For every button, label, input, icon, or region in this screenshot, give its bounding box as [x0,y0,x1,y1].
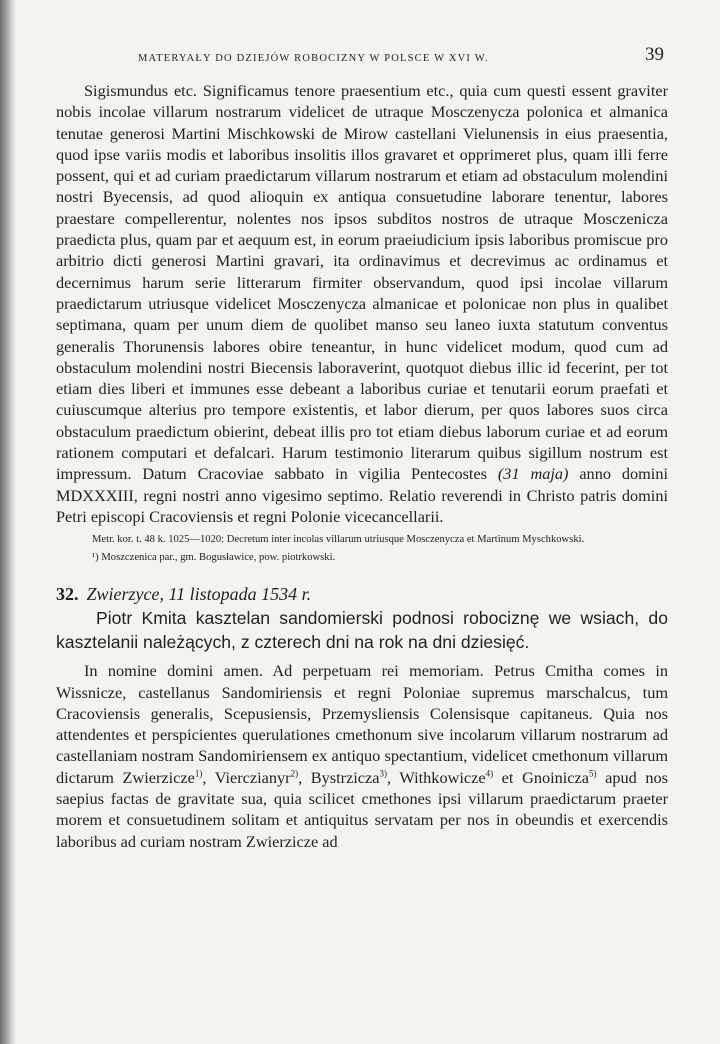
date-note: (31 maja) [497,464,569,484]
document-number: 32. [56,584,79,605]
document-31-body [56,80,668,527]
page-number: 39 [645,44,664,65]
running-head: MATERYAŁY DO DZIEJÓW ROBOCIZNY W POLSCE W XVI W. [138,53,489,64]
page-header [56,40,668,80]
document-place-date: Zwierzyce, 11 listopada 1534 r. [86,584,312,605]
footnote-ref: 3) [379,768,387,779]
document-32-text-b: apud nos saepius factas de gravitate sua, quia scilicet cmethones ipsi villarum praedictarum praeter morem et consuetudinem solitam et antiquitus servatam per nos in obeundis et exercendis laboribus ad curiam nostram Zwierzicze ad [56,767,668,851]
footnote-ref: 4) [485,768,494,779]
document-32-body: In nomine domini amen. Ad perpetuam rei memoriam. Petrus Cmitha comes in Wissnicze, castellanus Sandomiriensis et regni Poloniae supremus marschalcus, tum Cracoviensis generalis, Scepusiensis, Przemysliensis Colensisque capitaneus. Quia nos attendentes et perspicientes querulationes cmethonum sive incolarum villarum nostrarum ad castellaniam nostram Sandomiriensem ex antiquo spectantium, videlicet cmethonum villarum dictarum Zwierzicze$^{1)}$, Vierczianyr$^{2)}$, Bystrzicza$^{3)}$, Withkowicze$^{4)}$ et Gnoinicza$^{5)}$ apud nos saepius factas de gravitate sua, quia scilicet cmethones ipsi villarum praedictarum praeter morem et consuetudinem solitam et antiquitus servatam per nos in obeundis et exercendis laboribus ad curiam nostram Zwierzicze ad [56,661,668,851]
village-name: Withkowicze [399,767,486,787]
document-summary: Piotr Kmita kasztelan sandomierski podnosi robociznę we wsiach, do kasztelanii należących, z czterech dni na rok na dni dziesięć. [56,608,668,652]
document-32 [56,660,668,852]
scanned-page [56,40,668,852]
document-31 [56,80,668,527]
footnote-ref: 2) [290,768,299,779]
village-name: Vierczianyr [214,767,291,787]
document-32-heading [56,583,668,605]
document-31-text-end: anno domini MDXXXIII, regni nostri anno vigesimo septimo. Relatio reverendi in Christo patris domini Petri episcopi Cracoviensis et regni Polonie vicecancellarii. [56,464,668,526]
footnote-ref: 1) [194,768,203,779]
footnote-marker: ¹) [92,552,99,564]
document-31-text: Sigismundus etc. Significamus tenore praesentium etc., quia cum questi essent graviter nobis incolae villarum nostrarum videlicet de utraque Mosczenycza polonica et almanica tenutae generosi Martini Mischkowski de Mirow castellani Vielunensis in eius praesentia, quod ipse variis modis et laboribus insolitis illos gravaret et opprimeret plus, quam illi ferre possent, qui et ad curiam praedictarum villarum nostrarum et etiam ad obstaculum molendini nostri Byecensis, ad quod alioquin ex antiqua consuetudine laborare tenentur, labores praestare compellerentur, nolentes nos ipsos subditos nostros de utraque Mosczenicza praedicta plus, quam par et aequum est, in eorum praeiudicium ipsis laboribus promiscue pro arbitrio dicti generosi Martini gravari, ita ordinavimus et decrevimus ac ordinamus et decernimus harum serie litterarum firmiter observandum, quod ipsi incolae villarum praedictarum utriusque videlicet Mosczenycza almanicae et polonicae non plus in qualibet septimana, quam per unum diem de quolibet manso seu laneo iuxta statutum conventus generalis Thorunensis labores obire teneantur, in hunc videlicet modum, quod cum ad obstaculum molendini nostri Biecensis laboraverint, quotquot diebus illic id fecerint, per tot etiam dies liberi et immunes esse debeant a laboribus curiae et tenutarii eorum praefati et cuiuscumque alterius pro tempore existentis, et labor dierum, per quos labores suos circa obstaculum praedictum obierint, debeat illis pro tot etiam diebus laborum curiae et ad eorum rationem computari et defalcari. Harum testimonio literarum quibus sigillum nostrum est impressum. Datum Cracoviae sabbato in vigilia Pentecostes [56,81,668,484]
village-name: Zwierzicze [122,767,195,787]
page-gutter-shadow [0,0,16,1044]
footnote [56,549,668,567]
village-name: Bystrzicza [310,767,380,787]
footnote-text: Moszczenica par., gm. Bogusławice, pow. piotrkowski. [101,552,336,564]
document-32-text-a: In nomine domini amen. Ad perpetuam rei memoriam. Petrus Cmitha comes in Wissnicze, castellanus Sandomiriensis et regni Poloniae supremus marschalcus, tum Cracoviensis generalis, Scepusiensis, Przemysliensis Colensisque capitaneus. Quia nos attendentes et perspicientes querulationes cmethonum sive incolarum villarum nostrarum ad castellaniam nostram Sandomiriensem ex antiquo spectantium, videlicet cmethonum villarum dictarum [56,661,668,787]
footnote-ref: 5) [588,768,597,779]
source-note: Metr. kor. t. 48 k. 1025—1020: Decretum inter incolas villarum utriusque Mosczenycza et Martinum Myschkowski. [92,534,585,546]
village-name: Gnoinicza [522,767,589,787]
